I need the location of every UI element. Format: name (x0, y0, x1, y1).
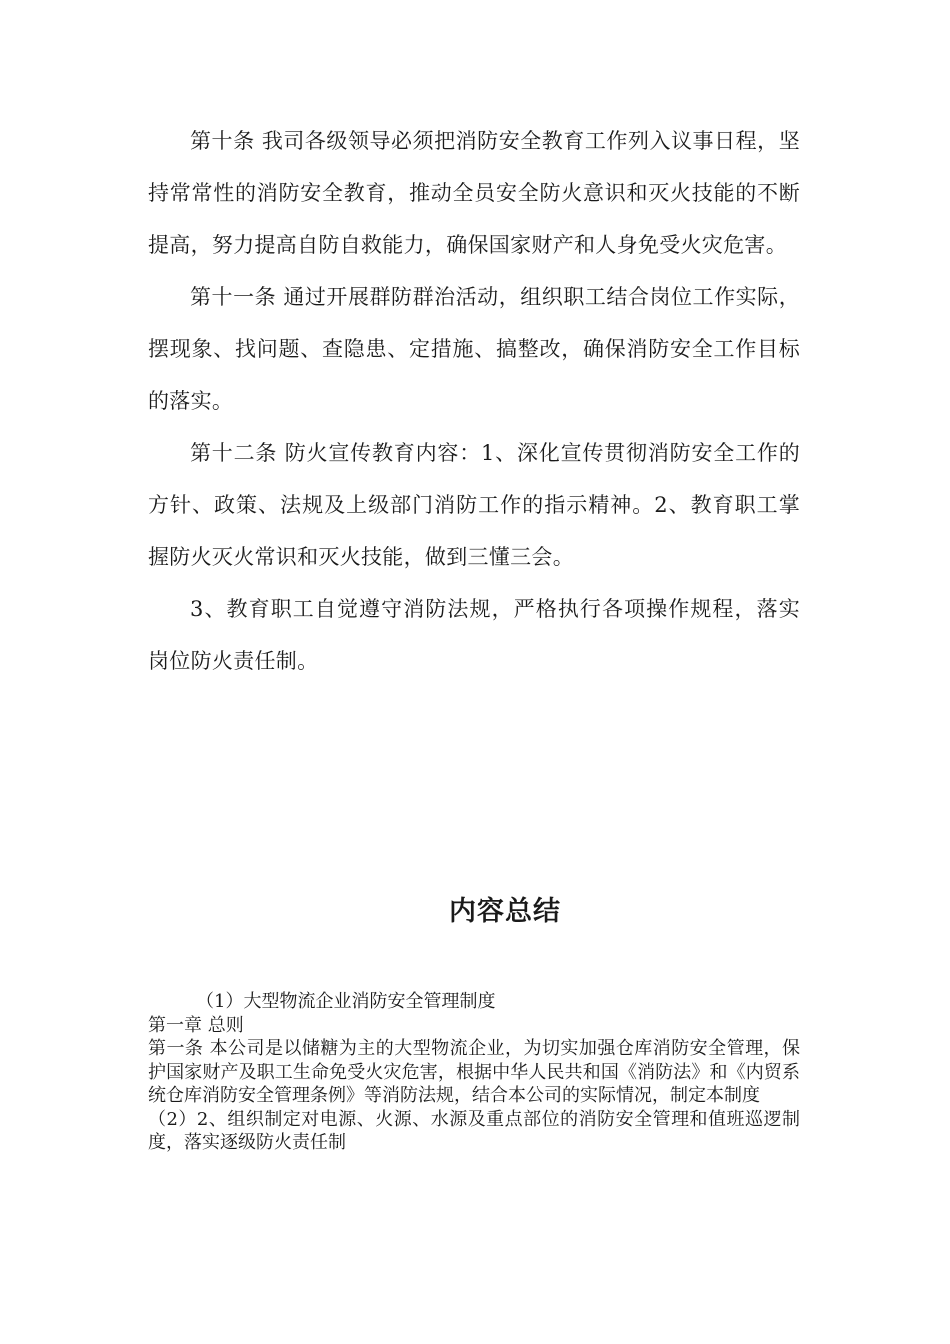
summary-line-1: （1）大型物流企业消防安全管理制度 (196, 991, 496, 1012)
summary-section (148, 990, 800, 1155)
summary-line-4: （2）2、组织制定对电源、火源、水源及重点部位的消防安全管理和值班巡逻制度，落实逐级防火责任制 (148, 1108, 800, 1153)
article-11-paragraph: 第十一条 通过开展群防群治活动，组织职工结合岗位工作实际，摆现象、找问题、查隐患、定措施、搞整改，确保消防安全工作目标的落实。 (148, 285, 800, 413)
article-12-paragraph: 第十二条 防火宣传教育内容：1、深化宣传贯彻消防安全工作的方针、政策、法规及上级部门消防工作的指示精神。2、教育职工掌握防火灭火常识和灭火技能，做到三懂三会。 (148, 441, 800, 569)
article-10-paragraph: 第十条 我司各级领导必须把消防安全教育工作列入议事日程，坚持常常性的消防安全教育，推动全员安全防火意识和灭火技能的不断提高，努力提高自防自救能力，确保国家财产和人身免受火灾危害。 (148, 129, 800, 257)
body-text (148, 115, 800, 687)
article-12-item-3-paragraph: 3、教育职工自觉遵守消防法规，严格执行各项操作规程，落实岗位防火责任制。 (148, 597, 800, 673)
summary-line-2: 第一章 总则 (148, 1014, 244, 1036)
summary-title: 内容总结 (449, 896, 561, 927)
summary-line-3: 第一条 本公司是以储糖为主的大型物流企业，为切实加强仓库消防安全管理，保护国家财产及职工生命免受火灾危害，根据中华人民共和国《消防法》和《内贸系统仓库消防安全管理条例》等消防法规，结合本公司的实际情况，制定本制度 (148, 1038, 800, 1106)
